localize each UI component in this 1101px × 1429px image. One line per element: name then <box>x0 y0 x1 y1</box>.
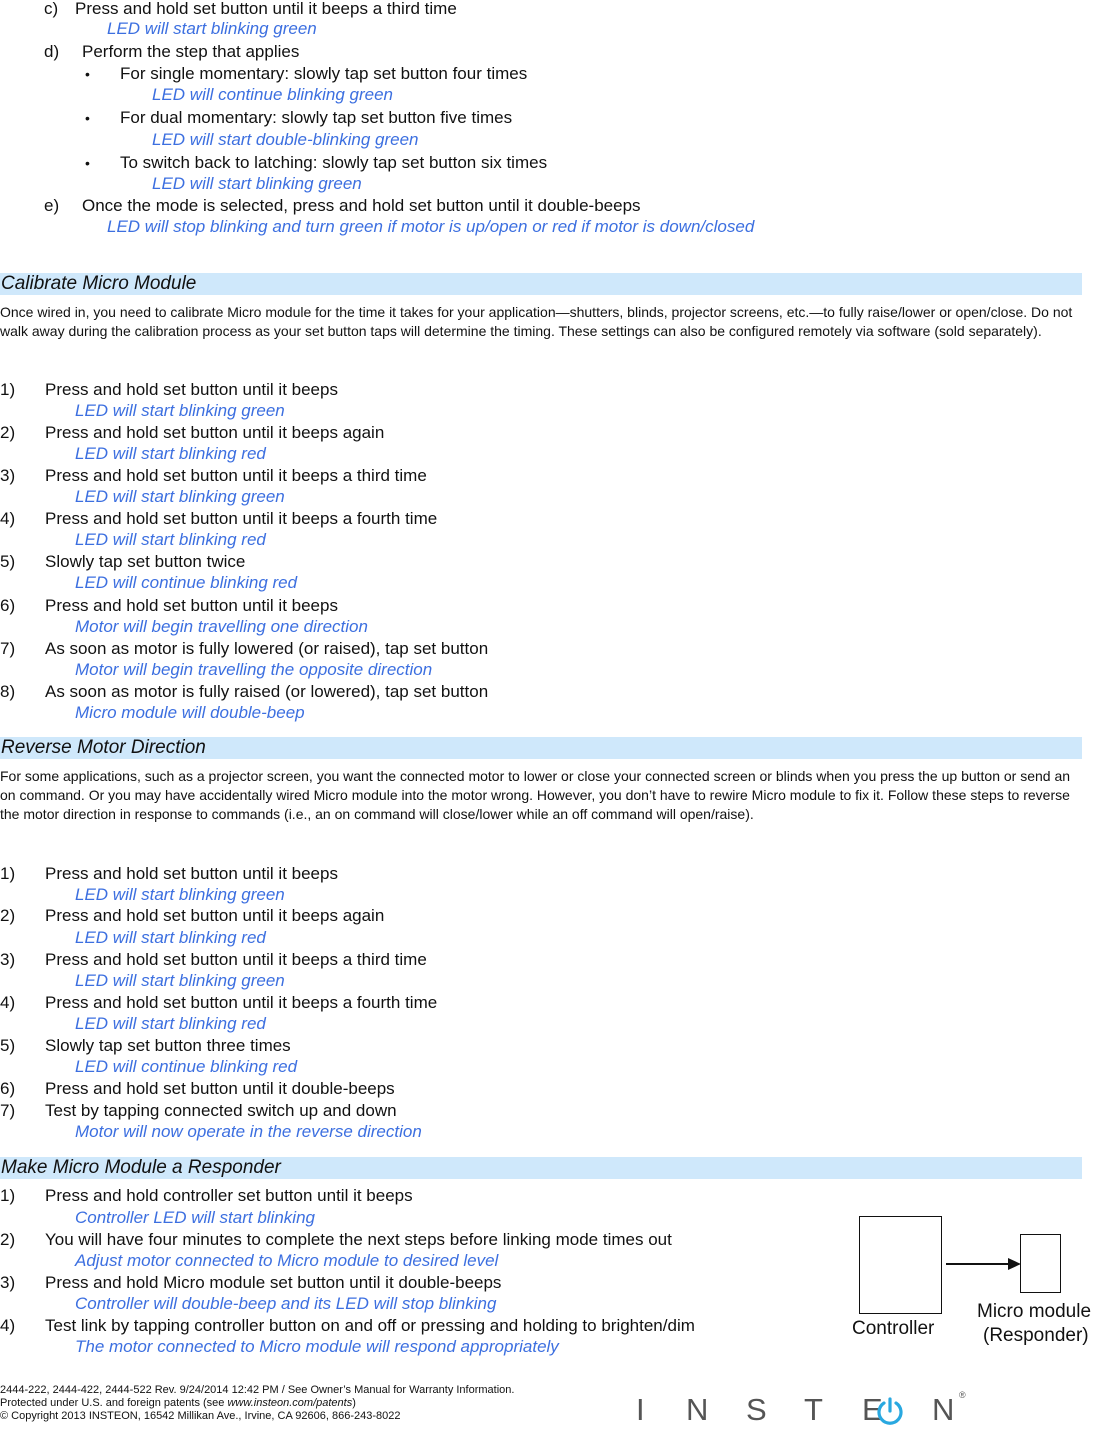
responder-step-text: Test link by tapping controller button on and off or pressing and holding to brighten/dim <box>45 1316 695 1335</box>
step-e-note: LED will stop blinking and turn green if motor is up/open or red if motor is down/closed <box>107 217 755 236</box>
responder-step-text: Press and hold controller set button until it beeps <box>45 1186 413 1205</box>
logo-letter-e: E <box>862 1392 883 1427</box>
reverse-step-text: Press and hold set button until it beeps <box>45 864 338 883</box>
footer-patents-line <box>0 1397 356 1410</box>
reverse-step-note: LED will start blinking red <box>75 1014 266 1033</box>
calibrate-step-note: LED will start blinking green <box>75 487 285 506</box>
calibrate-step-num: 8) <box>0 682 16 701</box>
logo-letter-t: T <box>804 1392 823 1427</box>
reverse-step-text: Press and hold set button until it beeps a fourth time <box>45 993 438 1012</box>
calibrate-step-text: As soon as motor is fully raised (or lowered), tap set button <box>45 682 489 701</box>
micro-module-device-box <box>1020 1234 1061 1293</box>
reverse-step-note: LED will start blinking red <box>75 928 266 947</box>
calibrate-step-text: Slowly tap set button twice <box>45 552 246 571</box>
step-e-text: Once the mode is selected, press and hold set button until it double-beeps <box>82 196 641 215</box>
bullet-note-2: LED will start double-blinking green <box>152 130 419 149</box>
reverse-step-text: Press and hold set button until it beeps a third time <box>45 950 427 969</box>
calibrate-step-note: LED will start blinking red <box>75 444 266 463</box>
logo-letter-n2: N <box>932 1392 955 1427</box>
step-d-text: Perform the step that applies <box>82 42 300 61</box>
step-c-note: LED will start blinking green <box>107 19 317 38</box>
link-arrow-icon <box>944 1254 1022 1274</box>
logo-letter-i: I <box>636 1392 645 1427</box>
calibrate-step-note: Motor will begin travelling the opposite direction <box>75 660 433 679</box>
footer-copyright-line: © Copyright 2013 INSTEON, 16542 Millikan Ave., Irvine, CA 92606, 866-243-8022 <box>0 1410 401 1422</box>
controller-label: Controller <box>852 1318 935 1339</box>
responder-step-note: Adjust motor connected to Micro module to desired level <box>75 1251 499 1270</box>
section-heading-responder: Make Micro Module a Responder <box>0 1157 1082 1179</box>
calibrate-step-text: Press and hold set button until it beeps a third time <box>45 466 427 485</box>
calibrate-step-text: As soon as motor is fully lowered (or raised), tap set button <box>45 639 489 658</box>
section-heading-reverse: Reverse Motor Direction <box>0 737 1082 759</box>
calibrate-step-text: Press and hold set button until it beeps again <box>45 423 385 442</box>
responder-step-note: Controller will double-beep and its LED will stop blinking <box>75 1294 497 1313</box>
step-c-marker: c) <box>44 0 59 18</box>
calibrate-step-num: 7) <box>0 639 16 658</box>
reverse-step-note: LED will start blinking green <box>75 971 285 990</box>
calibrate-intro: Once wired in, you need to calibrate Micro module for the time it takes for your application—shutters, blinds, projector screens, etc.—to fully raise/lower or open/close. Do not walk away during the calibration process as your set button taps will determine the timing. These settings can also be configured remotely via software (sold separately). <box>0 304 1073 339</box>
calibrate-step-note: Micro module will double-beep <box>75 703 305 722</box>
bullet-symbol-2: • <box>85 110 90 126</box>
micro-module-label: Micro module <box>977 1301 1092 1322</box>
reverse-step-text: Slowly tap set button three times <box>45 1036 291 1055</box>
reverse-step-num: 4) <box>0 993 16 1012</box>
controller-device-box <box>859 1216 942 1314</box>
calibrate-step-text: Press and hold set button until it beeps <box>45 380 338 399</box>
responder-step-num: 4) <box>0 1316 16 1335</box>
calibrate-step-note: LED will continue blinking red <box>75 573 298 592</box>
step-c-text: Press and hold set button until it beeps a third time <box>75 0 457 18</box>
reverse-step-num: 7) <box>0 1101 16 1120</box>
responder-step-num: 2) <box>0 1230 16 1249</box>
power-icon <box>875 1396 905 1426</box>
responder-step-num: 1) <box>0 1186 16 1205</box>
calibrate-step-text: Press and hold set button until it beeps <box>45 596 338 615</box>
responder-step-note: The motor connected to Micro module will respond appropriately <box>75 1337 559 1356</box>
calibrate-step-note: Motor will begin travelling one direction <box>75 617 368 636</box>
bullet-note-3: LED will start blinking green <box>152 174 362 193</box>
bullet-symbol-1: • <box>85 66 90 82</box>
footer-patents-prefix: Protected under U.S. and foreign patents (see <box>0 1397 228 1409</box>
calibrate-step-num: 5) <box>0 552 16 571</box>
responder-label: (Responder) <box>983 1325 1089 1346</box>
reverse-step-num: 1) <box>0 864 16 883</box>
bullet-note-1: LED will continue blinking green <box>152 85 393 104</box>
calibrate-step-num: 4) <box>0 509 16 528</box>
calibrate-step-num: 3) <box>0 466 16 485</box>
reverse-step-text: Press and hold set button until it double-beeps <box>45 1079 395 1098</box>
logo-letter-n: N <box>686 1392 709 1427</box>
reverse-step-num: 3) <box>0 950 16 969</box>
calibrate-step-num: 1) <box>0 380 16 399</box>
section-heading-calibrate: Calibrate Micro Module <box>0 273 1082 295</box>
footer-patents-suffix: ) <box>352 1397 356 1409</box>
bullet-text-3: To switch back to latching: slowly tap set button six times <box>120 153 548 172</box>
calibrate-step-note: LED will start blinking green <box>75 401 285 420</box>
calibrate-step-num: 6) <box>0 596 16 615</box>
step-d-marker: d) <box>44 42 60 61</box>
logo-letter-s: S <box>746 1392 767 1427</box>
reverse-step-num: 5) <box>0 1036 16 1055</box>
responder-step-num: 3) <box>0 1273 16 1292</box>
responder-step-text: Press and hold Micro module set button until it double-beeps <box>45 1273 502 1292</box>
reverse-step-text: Press and hold set button until it beeps again <box>45 906 385 925</box>
reverse-step-text: Test by tapping connected switch up and down <box>45 1101 397 1120</box>
bullet-text-1: For single momentary: slowly tap set button four times <box>120 64 528 83</box>
calibrate-step-note: LED will start blinking red <box>75 530 266 549</box>
reverse-step-num: 2) <box>0 906 16 925</box>
calibrate-step-num: 2) <box>0 423 16 442</box>
step-e-marker: e) <box>44 196 60 215</box>
reverse-step-num: 6) <box>0 1079 16 1098</box>
responder-step-text: You will have four minutes to complete the next steps before linking mode times out <box>45 1230 672 1249</box>
responder-step-note: Controller LED will start blinking <box>75 1208 315 1227</box>
reverse-step-note: Motor will now operate in the reverse direction <box>75 1122 422 1141</box>
bullet-symbol-3: • <box>85 155 90 171</box>
calibrate-step-text: Press and hold set button until it beeps a fourth time <box>45 509 438 528</box>
logo-registered-mark: ® <box>959 1390 966 1400</box>
footer-revision-line: 2444-222, 2444-422, 2444-522 Rev. 9/24/2014 12:42 PM / See Owner’s Manual for Warranty Information. <box>0 1384 515 1396</box>
reverse-step-note: LED will start blinking green <box>75 885 285 904</box>
bullet-text-2: For dual momentary: slowly tap set button five times <box>120 108 513 127</box>
insteon-logo <box>636 1392 976 1428</box>
footer-patents-link[interactable]: www.insteon.com/patents <box>227 1397 353 1409</box>
reverse-step-note: LED will continue blinking red <box>75 1057 298 1076</box>
reverse-intro: For some applications, such as a projector screen, you want the connected motor to lower or close your connected screen or blinds when you press the up button or send an on command. Or you may have accidentally wired Micro module into the motor wrong. However, you don’t have to rewire Micro module to fix it. Follow these steps to reverse the motor direction in response to commands (i.e., an on command will close/lower while an off command will open/raise). <box>0 768 1071 822</box>
